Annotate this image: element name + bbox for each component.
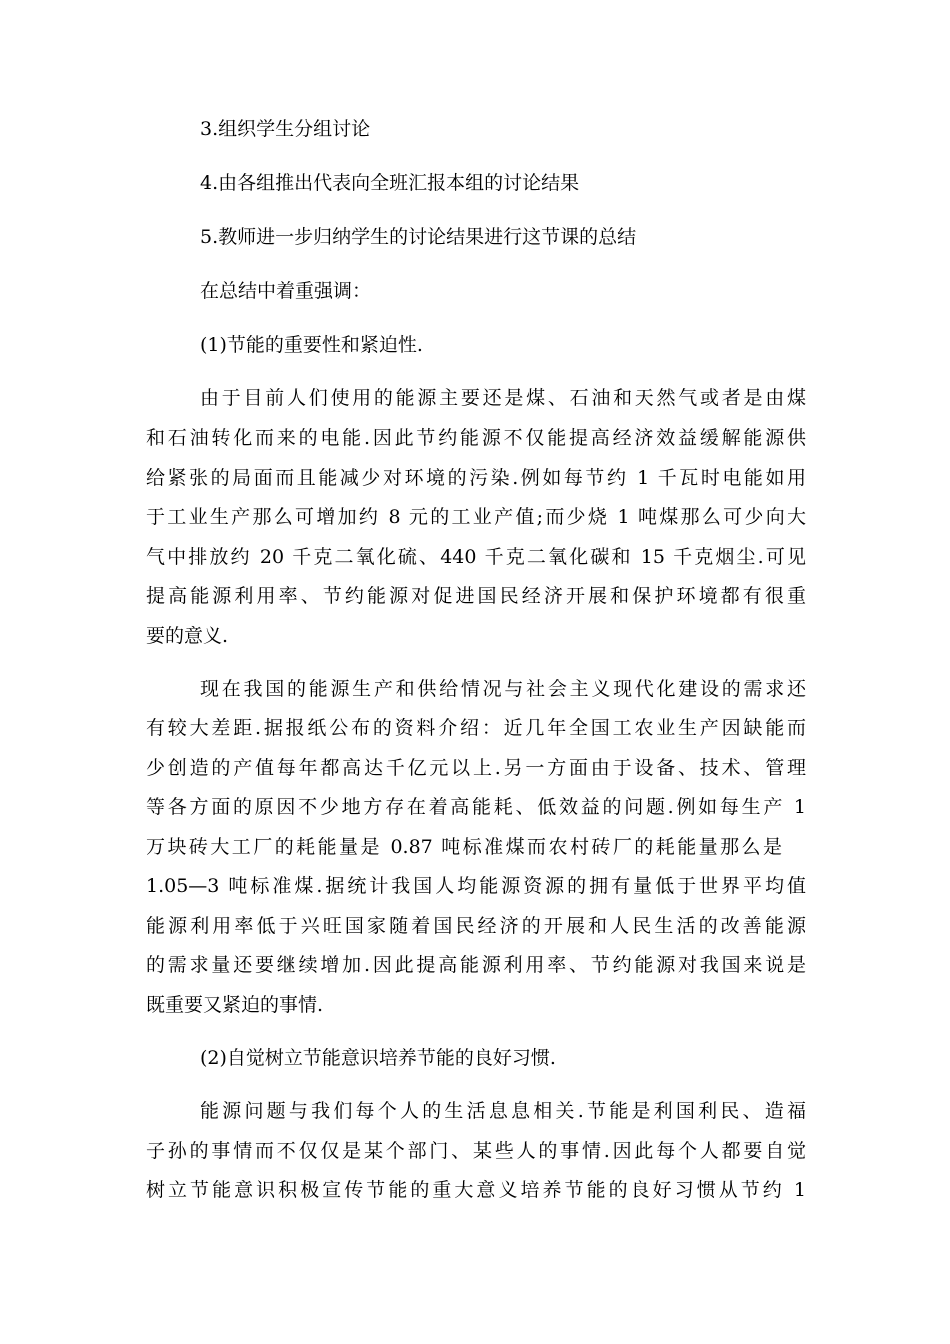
para2-line: 万块砖大工厂的耗能量是 0.87 吨标准煤而农村砖厂的耗能量那么是	[146, 836, 782, 858]
point-1-heading: (1)节能的重要性和紧迫性.	[200, 334, 423, 356]
step-3: 3.组织学生分组讨论	[200, 118, 371, 140]
para2-line: 1.05—3 吨标准煤.据统计我国人均能源资源的拥有量低于世界平均值	[146, 875, 806, 897]
para1-line: 气中排放约 20 千克二氧化硫、440 千克二氧化碳和 15 千克烟尘.可见	[146, 546, 806, 568]
step-4: 4.由各组推出代表向全班汇报本组的讨论结果	[200, 172, 580, 194]
para3-line: 树立节能意识积极宣传节能的重大意义培养节能的良好习惯从节约 1	[146, 1179, 806, 1201]
para1-line: 提高能源利用率、节约能源对促进国民经济开展和保护环境都有很重	[146, 585, 806, 607]
step-5: 5.教师进一步归纳学生的讨论结果进行这节课的总结	[200, 226, 637, 248]
para1-line: 由于目前人们使用的能源主要还是煤、石油和天然气或者是由煤	[200, 387, 806, 409]
summary-intro: 在总结中着重强调：	[200, 280, 372, 302]
para3-line: 子孙的事情而不仅仅是某个部门、某些人的事情.因此每个人都要自觉	[146, 1140, 806, 1162]
para1-line: 给紧张的局面而且能减少对环境的污染.例如每节约 1 千瓦时电能如用	[146, 467, 806, 489]
point-2-heading: (2)自觉树立节能意识培养节能的良好习惯.	[200, 1047, 556, 1069]
para3-line: 能源问题与我们每个人的生活息息相关.节能是利国利民、造福	[200, 1100, 806, 1122]
para2-line: 等各方面的原因不少地方存在着高能耗、低效益的问题.例如每生产 1	[146, 796, 806, 818]
para2-line: 现在我国的能源生产和供给情况与社会主义现代化建设的需求还	[200, 678, 806, 700]
para2-line: 少创造的产值每年都高达千亿元以上.另一方面由于设备、技术、管理	[146, 757, 806, 779]
para2-line: 能源利用率低于兴旺国家随着国民经济的开展和人民生活的改善能源	[146, 915, 806, 937]
para2-line: 既重要又紧迫的事情.	[146, 994, 324, 1016]
para1-line: 和石油转化而来的电能.因此节约能源不仅能提高经济效益缓解能源供	[146, 427, 806, 449]
para2-line: 的需求量还要继续增加.因此提高能源利用率、节约能源对我国来说是	[146, 954, 806, 976]
para2-line: 有较大差距.据报纸公布的资料介绍：近几年全国工农业生产因缺能而	[146, 717, 806, 739]
para1-line: 于工业生产那么可增加约 8 元的工业产值;而少烧 1 吨煤那么可少向大	[146, 506, 806, 528]
para1-line: 要的意义.	[146, 625, 229, 647]
